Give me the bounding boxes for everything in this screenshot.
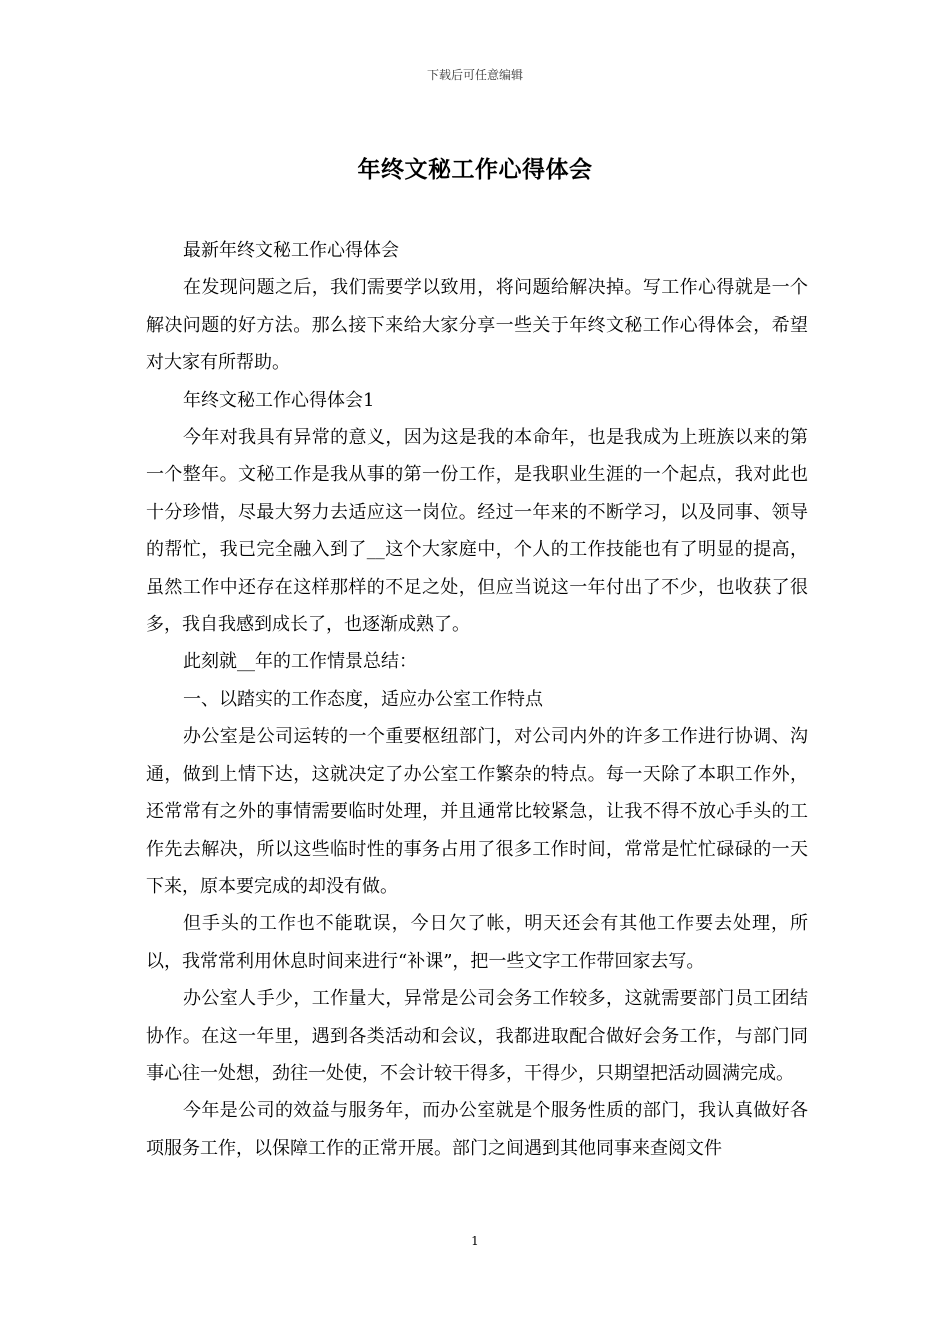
page-number: 1: [471, 1234, 479, 1248]
body-paragraph: 但手头的工作也不能耽误，今日欠了帐，明天还会有其他工作要去处理，所以，我常常利用休息时间来进行“补课”，把一些文字工作带回家去写。: [146, 913, 808, 972]
body-paragraph: 办公室人手少，工作量大，异常是公司会务工作较多，这就需要部门员工团结协作。在这一年里，遇到各类活动和会议，我都进取配合做好会务工作，与部门同事心往一处想，劲往一处使，不会计较干得多，干得少，只期望把活动圆满完成。: [146, 988, 808, 1084]
subsection-heading: 一、以踏实的工作态度，适应办公室工作特点: [183, 688, 543, 710]
body-paragraph: 办公室是公司运转的一个重要枢纽部门，对公司内外的许多工作进行协调、沟通，做到上情下达，这就决定了办公室工作繁杂的特点。每一天除了本职工作外，还常常有之外的事情需要临时处理，并且通常比较紧急，让我不得不放心手头的工作先去解决，所以这些临时性的事务占用了很多工作时间，常常是忙忙碌碌的一天下来，原本要完成的却没有做。: [146, 726, 808, 897]
body-paragraph: 此刻就__年的工作情景总结：: [183, 651, 417, 673]
intro-paragraph: 在发现问题之后，我们需要学以致用，将问题给解决掉。写工作心得就是一个解决问题的好方法。那么接下来给大家分享一些关于年终文秘工作心得体会，希望对大家有所帮助。: [146, 277, 808, 374]
section-heading: 年终文秘工作心得体会1: [183, 389, 375, 411]
subtitle-paragraph: 最新年终文秘工作心得体会: [183, 240, 399, 261]
body-paragraph: 今年对我具有异常的意义，因为这是我的本命年，也是我成为上班族以来的第一个整年。文秘工作是我从事的第一份工作，是我职业生涯的一个起点，我对此也十分珍惜，尽最大努力去适应这一岗位。经过一年来的不断学习，以及同事、领导的帮忙，我已完全融入到了__这个大家庭中，个人的工作技能也有了明显的提高，虽然工作中还存在这样那样的不足之处，但应当说这一年付出了不少，也收获了很多，我自我感到成长了，也逐渐成熟了。: [146, 427, 808, 636]
document-body: [146, 232, 808, 1167]
document-title: 年终文秘工作心得体会: [357, 156, 593, 183]
header-note: 下载后可任意编辑: [426, 68, 523, 82]
body-paragraph: 今年是公司的效益与服务年，而办公室就是个服务性质的部门，我认真做好各项服务工作，以保障工作的正常开展。部门之间遇到其他同事来查阅文件: [146, 1100, 808, 1159]
